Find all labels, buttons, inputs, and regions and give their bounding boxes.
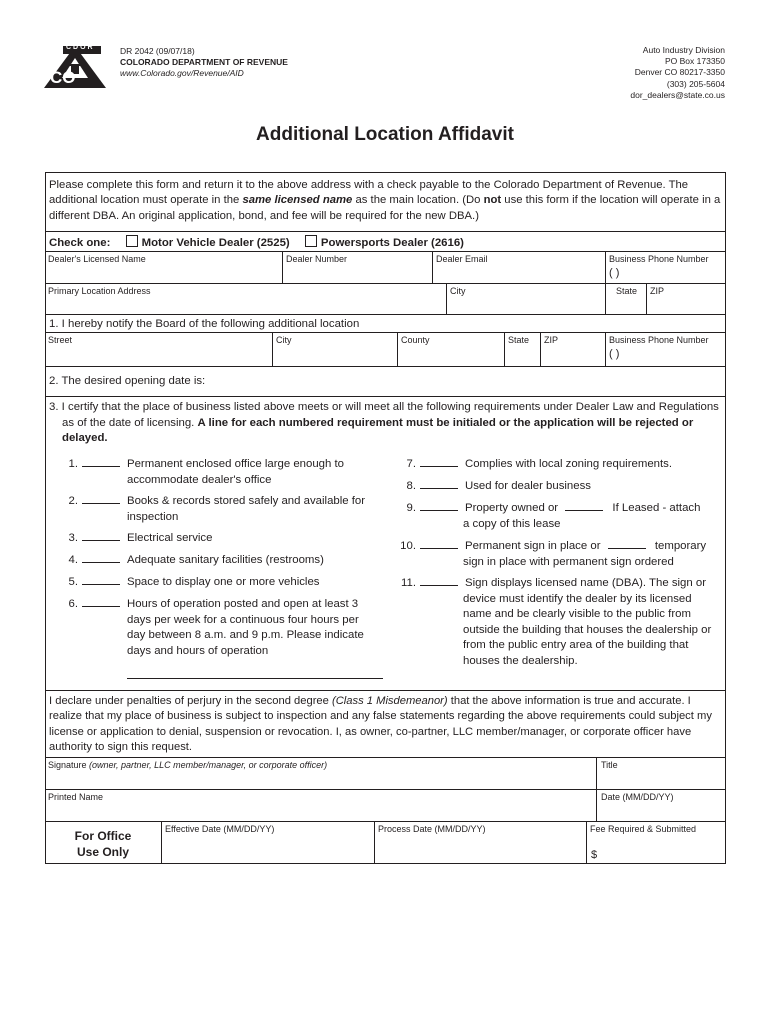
req-number: 6.: [68, 598, 78, 610]
divider: [45, 251, 726, 252]
req-text: If Leased - attach: [612, 502, 701, 514]
req-text: sign in place with permanent sign ordered: [463, 556, 674, 568]
office-use-label: [48, 828, 158, 860]
intro-part: use this form if the location will operate in a different DBA. An original application, bond, and fee will be required for the new DBA.): [49, 194, 721, 222]
department-name: COLORADO DEPARTMENT OF REVENUE: [120, 57, 288, 67]
form-body: [45, 172, 726, 864]
powersports-checkbox[interactable]: [305, 235, 317, 247]
requirement-1: [68, 457, 378, 486]
divider: [45, 366, 726, 367]
requirement-10: [400, 539, 720, 568]
requirement-3: [68, 531, 378, 547]
phone-parens: ( ): [609, 348, 620, 360]
intro-part: as the main location. (Do: [352, 194, 484, 207]
intro-emphasis: same licensed name: [242, 194, 353, 207]
initial-line-2[interactable]: [82, 495, 120, 504]
intro-not: not: [483, 194, 502, 207]
divider: [45, 690, 726, 691]
temporary-initial-line[interactable]: [608, 540, 646, 549]
divider: [446, 283, 447, 314]
initial-line-5[interactable]: [82, 576, 120, 585]
divider: [45, 231, 726, 232]
signature-field[interactable]: [48, 760, 327, 771]
state-field[interactable]: State: [616, 286, 638, 296]
divider: [45, 283, 726, 284]
initial-line-11[interactable]: [420, 577, 458, 586]
intro-text: [49, 178, 725, 224]
initial-line-9[interactable]: [420, 502, 458, 511]
zip-field[interactable]: ZIP: [650, 286, 665, 296]
website: www.Colorado.gov/Revenue/AID: [120, 68, 244, 78]
divider: [605, 332, 606, 366]
section3-intro: [49, 400, 732, 447]
req-text: Permanent enclosed office large enough to accommodate dealer's office: [127, 458, 344, 486]
header-left: [120, 46, 288, 79]
divider: [45, 821, 726, 822]
address-line: Auto Industry Division: [642, 45, 725, 55]
printed-name-field[interactable]: Printed Name: [48, 792, 104, 802]
req-number: 9.: [406, 502, 416, 514]
seal-text: CDOR: [66, 44, 95, 51]
title-field[interactable]: Title: [601, 760, 618, 770]
opening-date-field[interactable]: 2. The desired opening date is:: [49, 375, 206, 387]
requirement-2: [68, 494, 378, 523]
divider: [161, 822, 162, 864]
req-number: 2.: [68, 495, 78, 507]
cdor-logo: [42, 44, 108, 90]
req-number: 3.: [68, 532, 78, 544]
signature-label: Signature: [48, 760, 90, 770]
page-title: Additional Location Affidavit: [256, 124, 514, 145]
req-number: 4.: [68, 554, 78, 566]
location-phone-field[interactable]: Business Phone Number: [609, 335, 709, 345]
divider: [282, 251, 283, 283]
address-line: PO Box 173350: [664, 56, 725, 67]
initial-line-3[interactable]: [82, 532, 120, 541]
divider: [45, 332, 726, 333]
divider: [586, 822, 587, 864]
divider: [45, 757, 726, 758]
req-text: Adequate sanitary facilities (restrooms): [127, 554, 324, 566]
req-text: temporary: [654, 540, 707, 552]
date-field[interactable]: Date (MM/DD/YY): [601, 792, 674, 802]
divider: [646, 283, 647, 314]
address-line: (303) 205-5604: [666, 78, 725, 89]
motor-vehicle-label: Motor Vehicle Dealer (2525): [141, 237, 290, 249]
intro-part: Please complete this form and return it to the above address with a check payable to the Colorado Department of Revenue. The additional location must operate in the: [49, 179, 689, 207]
divider: [432, 251, 433, 283]
divider: [45, 396, 726, 397]
req-text: Electrical service: [127, 532, 213, 544]
divider: [272, 332, 273, 366]
primary-location-address-field[interactable]: Primary Location Address: [48, 286, 151, 296]
req-text: Used for dealer business: [465, 480, 591, 492]
req-number: 1.: [68, 458, 78, 470]
location-city-field[interactable]: City: [276, 335, 292, 345]
dealer-number-field[interactable]: Dealer Number: [286, 254, 348, 264]
initial-line-1[interactable]: [82, 458, 120, 467]
req-text: Complies with local zoning requirements.: [465, 458, 673, 470]
req-number: 10.: [400, 540, 416, 552]
fee-field: Fee Required & Submitted: [590, 824, 697, 834]
location-state-field[interactable]: State: [508, 335, 530, 345]
address-line: Denver CO 80217-3350: [634, 67, 725, 78]
declaration-part: that the above information is true and accurate. I realize that my place of business is subject to inspection and any false statements regarding the above requirements could subject my license or application to denial, suspension or revocation. I, as owner, co-partner, LLC member/manager, or corporate officer have authority to sign this request.: [49, 695, 712, 754]
business-phone-field[interactable]: Business Phone Number: [609, 254, 709, 264]
section1-heading: 1. I hereby notify the Board of the following additional location: [49, 318, 360, 330]
dealers-licensed-name-field[interactable]: Dealer's Licensed Name: [48, 254, 146, 264]
declaration-italic: (Class 1 Misdemeanor): [331, 695, 448, 707]
requirement-7: [406, 457, 720, 473]
county-field[interactable]: County: [401, 335, 430, 345]
signature-hint: (owner, partner, LLC member/manager, or corporate officer): [89, 760, 328, 770]
requirement-8: [406, 479, 720, 495]
motor-vehicle-checkbox[interactable]: [126, 235, 138, 247]
divider: [397, 332, 398, 366]
hours-line[interactable]: [127, 678, 383, 679]
req-number: 5.: [68, 576, 78, 588]
req-number: 7.: [406, 458, 416, 470]
dealer-email-field[interactable]: Dealer Email: [436, 254, 488, 264]
requirement-6: [68, 597, 378, 657]
divider: [374, 822, 375, 864]
declaration-part: I declare under penalties of perjury in the second degree: [49, 695, 332, 707]
requirement-5: [68, 575, 378, 591]
check-one-label: Check one:: [49, 237, 111, 249]
requirement-9: [406, 501, 720, 530]
req-text: Hours of operation posted and open at least 3 days per week for a continuous four hours per day between 8 a.m. and 9 p.m. Please indicate days and hours of operation: [127, 598, 364, 657]
req-text: a copy of this lease: [463, 518, 561, 530]
effective-date-field: Effective Date (MM/DD/YY): [165, 824, 275, 834]
req-text: Space to display one or more vehicles: [127, 576, 320, 588]
initial-line-8[interactable]: [420, 480, 458, 489]
req-text: Permanent sign in place or: [465, 540, 601, 552]
divider: [45, 314, 726, 315]
phone-parens: ( ): [609, 267, 620, 279]
req-number: 8.: [406, 480, 416, 492]
header-address: [630, 45, 725, 101]
divider: [540, 332, 541, 366]
divider: [45, 789, 726, 790]
initial-line-10[interactable]: [420, 540, 458, 549]
requirement-4: [68, 553, 378, 569]
initial-line-7[interactable]: [420, 458, 458, 467]
seal-letters: CO: [50, 68, 76, 87]
section3-intro-bold: A line for each numbered requirement must be initialed or the application will be rejected or delayed.: [62, 416, 694, 444]
leased-initial-line[interactable]: [565, 502, 603, 511]
dollar-sign: $: [591, 849, 598, 861]
initial-line-4[interactable]: [82, 554, 120, 563]
req-text: Property owned or: [465, 502, 559, 514]
form-number: DR 2042 (09/07/18): [120, 46, 195, 56]
requirement-11: [401, 576, 720, 667]
address-email: dor_dealers@state.co.us: [630, 89, 725, 100]
street-field[interactable]: Street: [48, 335, 73, 345]
section3-intro-text: 3. I certify that the place of business listed above meets or will meet all the following requirements under Dealer Law and Regulations as of the date of licensing.: [49, 401, 719, 429]
declaration-text: [49, 694, 725, 756]
office-use-line: Use Only: [76, 845, 130, 859]
process-date-field: Process Date (MM/DD/YY): [378, 824, 486, 834]
req-text: Books & records stored safely and available for inspection: [127, 495, 366, 523]
office-use-line: For Office: [74, 829, 132, 843]
divider: [504, 332, 505, 366]
req-text: Sign displays licensed name (DBA). The sign or device must identify the dealer by its licensed name and be clearly visible to the public from outside the building that houses the dealership or from the public entry area of the building that houses the dealership.: [463, 577, 712, 667]
req-number: 11.: [401, 577, 416, 589]
check-one-row: [49, 235, 464, 251]
powersports-label: Powersports Dealer (2616): [320, 237, 464, 249]
location-zip-field[interactable]: ZIP: [544, 335, 559, 345]
initial-line-6[interactable]: [82, 598, 120, 607]
city-field[interactable]: City: [450, 286, 466, 296]
